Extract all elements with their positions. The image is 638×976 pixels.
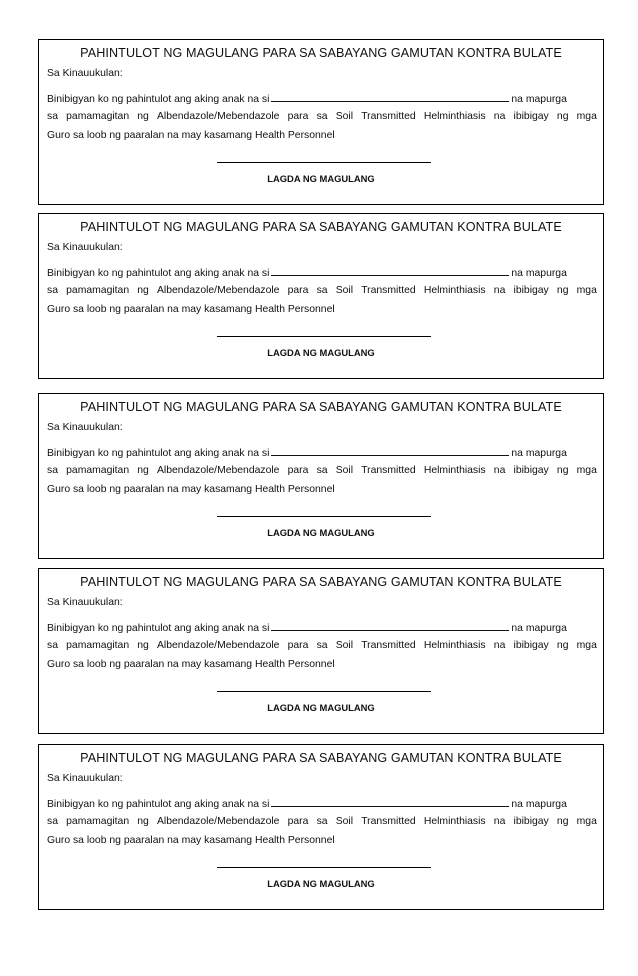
consent-line-2 bbox=[47, 640, 597, 651]
consent-word: Soil bbox=[335, 111, 354, 122]
slip-title: PAHINTULOT NG MAGULANG PARA SA SABAYANG GAMUTAN KONTRA BULATE bbox=[80, 751, 562, 765]
permission-slip bbox=[38, 744, 604, 910]
consent-word: sa bbox=[47, 285, 58, 296]
consent-line-3: Guro sa loob ng paaralan na may kasamang Health Personnel bbox=[47, 484, 335, 495]
consent-text-start: Binibigyan ko ng pahintulot ang aking anak na si bbox=[47, 94, 270, 105]
consent-text-start: Binibigyan ko ng pahintulot ang aking anak na si bbox=[47, 799, 270, 810]
consent-word: Soil bbox=[335, 465, 354, 476]
signature-label: LAGDA NG MAGULANG bbox=[267, 527, 375, 538]
signature-line[interactable] bbox=[217, 691, 431, 692]
consent-word: sa bbox=[47, 816, 58, 827]
consent-word: mga bbox=[576, 285, 597, 296]
consent-word: Albendazole/Mebendazole bbox=[156, 465, 280, 476]
consent-line-1 bbox=[47, 621, 597, 634]
consent-word: na bbox=[493, 640, 506, 651]
consent-word: para bbox=[287, 465, 309, 476]
consent-line-3: Guro sa loob ng paaralan na may kasamang Health Personnel bbox=[47, 835, 335, 846]
consent-text-start: Binibigyan ko ng pahintulot ang aking anak na si bbox=[47, 268, 270, 279]
consent-word: Soil bbox=[335, 816, 354, 827]
consent-word: pamamagitan bbox=[66, 465, 130, 476]
consent-word: Soil bbox=[335, 640, 354, 651]
signature-line[interactable] bbox=[217, 162, 431, 163]
consent-word: sa bbox=[316, 816, 328, 827]
consent-word: sa bbox=[47, 111, 58, 122]
consent-word: para bbox=[287, 285, 309, 296]
greeting: Sa Kinauukulan: bbox=[47, 773, 123, 784]
consent-word: Helminthiasis bbox=[423, 285, 486, 296]
slip-title: PAHINTULOT NG MAGULANG PARA SA SABAYANG GAMUTAN KONTRA BULATE bbox=[80, 400, 562, 414]
consent-word: pamamagitan bbox=[66, 640, 130, 651]
signature-label: LAGDA NG MAGULANG bbox=[267, 878, 375, 889]
consent-word: pamamagitan bbox=[66, 111, 130, 122]
consent-word: ibibigay bbox=[513, 816, 549, 827]
consent-text-start: Binibigyan ko ng pahintulot ang aking anak na si bbox=[47, 448, 270, 459]
consent-text-end: na mapurga bbox=[511, 448, 567, 459]
consent-word: ng bbox=[556, 465, 569, 476]
child-name-blank[interactable] bbox=[271, 621, 509, 631]
consent-text-start: Binibigyan ko ng pahintulot ang aking anak na si bbox=[47, 623, 270, 634]
consent-word: Albendazole/Mebendazole bbox=[156, 111, 280, 122]
consent-line-1 bbox=[47, 446, 597, 459]
consent-word: ng bbox=[137, 111, 149, 122]
consent-word: mga bbox=[576, 640, 597, 651]
consent-word: ng bbox=[556, 111, 569, 122]
consent-word: na bbox=[493, 111, 506, 122]
consent-word: mga bbox=[576, 111, 597, 122]
consent-line-2 bbox=[47, 285, 597, 296]
consent-word: ibibigay bbox=[513, 640, 549, 651]
consent-word: Helminthiasis bbox=[423, 465, 486, 476]
consent-word: para bbox=[287, 816, 309, 827]
consent-word: na bbox=[493, 816, 506, 827]
consent-word: sa bbox=[316, 285, 328, 296]
consent-line-2 bbox=[47, 465, 597, 476]
consent-word: Transmitted bbox=[361, 465, 416, 476]
consent-word: Transmitted bbox=[361, 285, 416, 296]
signature-line[interactable] bbox=[217, 867, 431, 868]
consent-word: mga bbox=[576, 816, 597, 827]
consent-word: Soil bbox=[335, 285, 354, 296]
consent-word: ng bbox=[137, 465, 149, 476]
permission-slip bbox=[38, 213, 604, 379]
consent-word: Helminthiasis bbox=[423, 111, 486, 122]
greeting: Sa Kinauukulan: bbox=[47, 597, 123, 608]
consent-line-2 bbox=[47, 111, 597, 122]
consent-word: sa bbox=[316, 111, 328, 122]
consent-word: Albendazole/Mebendazole bbox=[156, 285, 280, 296]
signature-label: LAGDA NG MAGULANG bbox=[267, 347, 375, 358]
consent-word: sa bbox=[316, 640, 328, 651]
consent-word: ng bbox=[556, 640, 569, 651]
consent-word: ng bbox=[137, 285, 149, 296]
consent-word: na bbox=[493, 465, 506, 476]
signature-label: LAGDA NG MAGULANG bbox=[267, 702, 375, 713]
child-name-blank[interactable] bbox=[271, 92, 509, 102]
consent-word: mga bbox=[576, 465, 597, 476]
greeting: Sa Kinauukulan: bbox=[47, 242, 123, 253]
consent-word: Transmitted bbox=[361, 111, 416, 122]
consent-word: na bbox=[493, 285, 506, 296]
signature-line[interactable] bbox=[217, 516, 431, 517]
consent-word: pamamagitan bbox=[66, 285, 130, 296]
consent-word: Albendazole/Mebendazole bbox=[156, 640, 280, 651]
consent-word: ibibigay bbox=[513, 285, 549, 296]
consent-line-2 bbox=[47, 816, 597, 827]
slip-title: PAHINTULOT NG MAGULANG PARA SA SABAYANG GAMUTAN KONTRA BULATE bbox=[80, 46, 562, 60]
child-name-blank[interactable] bbox=[271, 797, 509, 807]
consent-word: pamamagitan bbox=[66, 816, 130, 827]
permission-slip bbox=[38, 568, 604, 734]
consent-line-3: Guro sa loob ng paaralan na may kasamang Health Personnel bbox=[47, 659, 335, 670]
signature-line[interactable] bbox=[217, 336, 431, 337]
consent-line-3: Guro sa loob ng paaralan na may kasamang Health Personnel bbox=[47, 130, 335, 141]
consent-word: sa bbox=[47, 465, 58, 476]
consent-word: ng bbox=[556, 285, 569, 296]
consent-word: ibibigay bbox=[513, 465, 549, 476]
consent-line-1 bbox=[47, 797, 597, 810]
consent-word: sa bbox=[316, 465, 328, 476]
consent-word: Transmitted bbox=[361, 640, 416, 651]
child-name-blank[interactable] bbox=[271, 266, 509, 276]
consent-word: para bbox=[287, 111, 309, 122]
consent-text-end: na mapurga bbox=[511, 268, 567, 279]
consent-text-end: na mapurga bbox=[511, 94, 567, 105]
consent-word: ng bbox=[556, 816, 569, 827]
consent-word: Helminthiasis bbox=[423, 640, 486, 651]
signature-label: LAGDA NG MAGULANG bbox=[267, 173, 375, 184]
permission-slip bbox=[38, 39, 604, 205]
consent-word: Transmitted bbox=[361, 816, 416, 827]
consent-word: Albendazole/Mebendazole bbox=[156, 816, 280, 827]
greeting: Sa Kinauukulan: bbox=[47, 422, 123, 433]
child-name-blank[interactable] bbox=[271, 446, 509, 456]
consent-text-end: na mapurga bbox=[511, 799, 567, 810]
consent-text-end: na mapurga bbox=[511, 623, 567, 634]
slip-title: PAHINTULOT NG MAGULANG PARA SA SABAYANG GAMUTAN KONTRA BULATE bbox=[80, 575, 562, 589]
slip-title: PAHINTULOT NG MAGULANG PARA SA SABAYANG GAMUTAN KONTRA BULATE bbox=[80, 220, 562, 234]
consent-word: ibibigay bbox=[513, 111, 549, 122]
greeting: Sa Kinauukulan: bbox=[47, 68, 123, 79]
consent-word: Helminthiasis bbox=[423, 816, 486, 827]
consent-word: ng bbox=[137, 640, 149, 651]
consent-word: ng bbox=[137, 816, 149, 827]
consent-line-1 bbox=[47, 92, 597, 105]
consent-word: sa bbox=[47, 640, 58, 651]
consent-line-1 bbox=[47, 266, 597, 279]
consent-line-3: Guro sa loob ng paaralan na may kasamang Health Personnel bbox=[47, 304, 335, 315]
consent-word: para bbox=[287, 640, 309, 651]
permission-slip bbox=[38, 393, 604, 559]
